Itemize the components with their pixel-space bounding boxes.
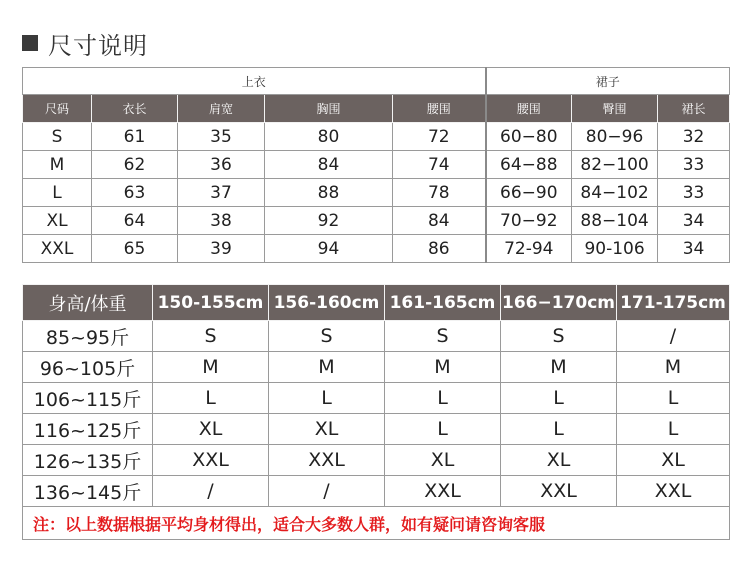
column-header: 裙长 [658,95,730,123]
table-cell: 88−104 [572,207,658,235]
table-cell: 39 [178,235,265,263]
table-cell: 62 [92,151,178,179]
table-cell: 78 [393,179,486,207]
table-cell: 92 [265,207,393,235]
table-cell: / [617,321,730,352]
column-header-row [23,285,730,321]
table-row [23,383,730,414]
column-header: 156-160cm [269,285,385,321]
table-cell: 136~145斤 [23,476,153,507]
table-cell: 72 [393,123,486,151]
table-cell: 116~125斤 [23,414,153,445]
table-cell: / [153,476,269,507]
table-cell: 74 [393,151,486,179]
column-header: 衣长 [92,95,178,123]
table-cell: 82−100 [572,151,658,179]
column-header: 150-155cm [153,285,269,321]
table-cell: XL [153,414,269,445]
table-cell: 36 [178,151,265,179]
table-row [23,445,730,476]
size-measurement-table [22,67,730,263]
column-header: 171-175cm [617,285,730,321]
table-cell: 70−92 [486,207,572,235]
table-cell: 33 [658,151,730,179]
table-cell: 84 [393,207,486,235]
table-cell: 64−88 [486,151,572,179]
table-cell: 85~95斤 [23,321,153,352]
table-cell: 88 [265,179,393,207]
table-cell: 35 [178,123,265,151]
table-cell: 34 [658,207,730,235]
table-cell: 61 [92,123,178,151]
table-cell: XL [617,445,730,476]
group-header-top: 上衣 [23,68,486,95]
table-cell: L [385,383,501,414]
table-cell: XL [501,445,617,476]
table-row [23,151,730,179]
table-cell: L [501,414,617,445]
table-cell: XL [385,445,501,476]
size-note: 注：以上数据根据平均身材得出，适合大多数人群，如有疑问请咨询客服 [23,507,730,540]
column-header: 肩宽 [178,95,265,123]
table-cell: L [501,383,617,414]
column-header: 166−170cm [501,285,617,321]
table-row [23,123,730,151]
table-cell: L [269,383,385,414]
group-header-row [23,68,730,95]
table-cell: 60−80 [486,123,572,151]
table-cell: S [501,321,617,352]
table-cell: XXL [23,235,92,263]
table-cell: 80−96 [572,123,658,151]
column-header: 胸围 [265,95,393,123]
table-row [23,321,730,352]
table-cell: 90-106 [572,235,658,263]
table-cell: 66−90 [486,179,572,207]
group-header-skirt: 裙子 [486,68,730,95]
note-row [23,507,730,540]
table-row [23,179,730,207]
table-cell: 34 [658,235,730,263]
table-cell: S [153,321,269,352]
table-cell: S [23,123,92,151]
table-cell: M [23,151,92,179]
table-row [23,207,730,235]
table-cell: / [269,476,385,507]
column-header: 腰围 [486,95,572,123]
table-cell: 72-94 [486,235,572,263]
table-cell: 37 [178,179,265,207]
table-cell: XL [269,414,385,445]
table-cell: L [153,383,269,414]
table-cell: 63 [92,179,178,207]
table-cell: M [385,352,501,383]
column-header-row [23,95,730,123]
table-cell: 86 [393,235,486,263]
table-cell: 65 [92,235,178,263]
table-cell: XXL [617,476,730,507]
table-cell: 38 [178,207,265,235]
table-cell: L [385,414,501,445]
table-cell: XXL [153,445,269,476]
column-header: 161-165cm [385,285,501,321]
table-cell: XXL [385,476,501,507]
table-cell: 126~135斤 [23,445,153,476]
table-cell: L [617,383,730,414]
table-cell: XXL [269,445,385,476]
table-row [23,235,730,263]
table-cell: M [153,352,269,383]
column-header: 臀围 [572,95,658,123]
table-cell: M [501,352,617,383]
table-row [23,352,730,383]
table-cell: 94 [265,235,393,263]
table-row [23,476,730,507]
page-title: 尺寸说明 [48,31,148,60]
table-cell: 84 [265,151,393,179]
table-cell: M [617,352,730,383]
table-cell: L [23,179,92,207]
table-cell: S [385,321,501,352]
column-header: 腰围 [393,95,486,123]
section-title [22,26,148,60]
table-cell: 96~105斤 [23,352,153,383]
table-cell: 106~115斤 [23,383,153,414]
table-row [23,414,730,445]
column-header: 身高/体重 [23,285,153,321]
table-cell: 32 [658,123,730,151]
table-cell: XXL [501,476,617,507]
table-cell: M [269,352,385,383]
table-cell: 80 [265,123,393,151]
square-bullet-icon [22,35,38,51]
table-cell: S [269,321,385,352]
table-cell: XL [23,207,92,235]
table-cell: 33 [658,179,730,207]
column-header: 尺码 [23,95,92,123]
table-cell: L [617,414,730,445]
table-cell: 64 [92,207,178,235]
height-weight-size-table [22,284,730,540]
table-cell: 84−102 [572,179,658,207]
